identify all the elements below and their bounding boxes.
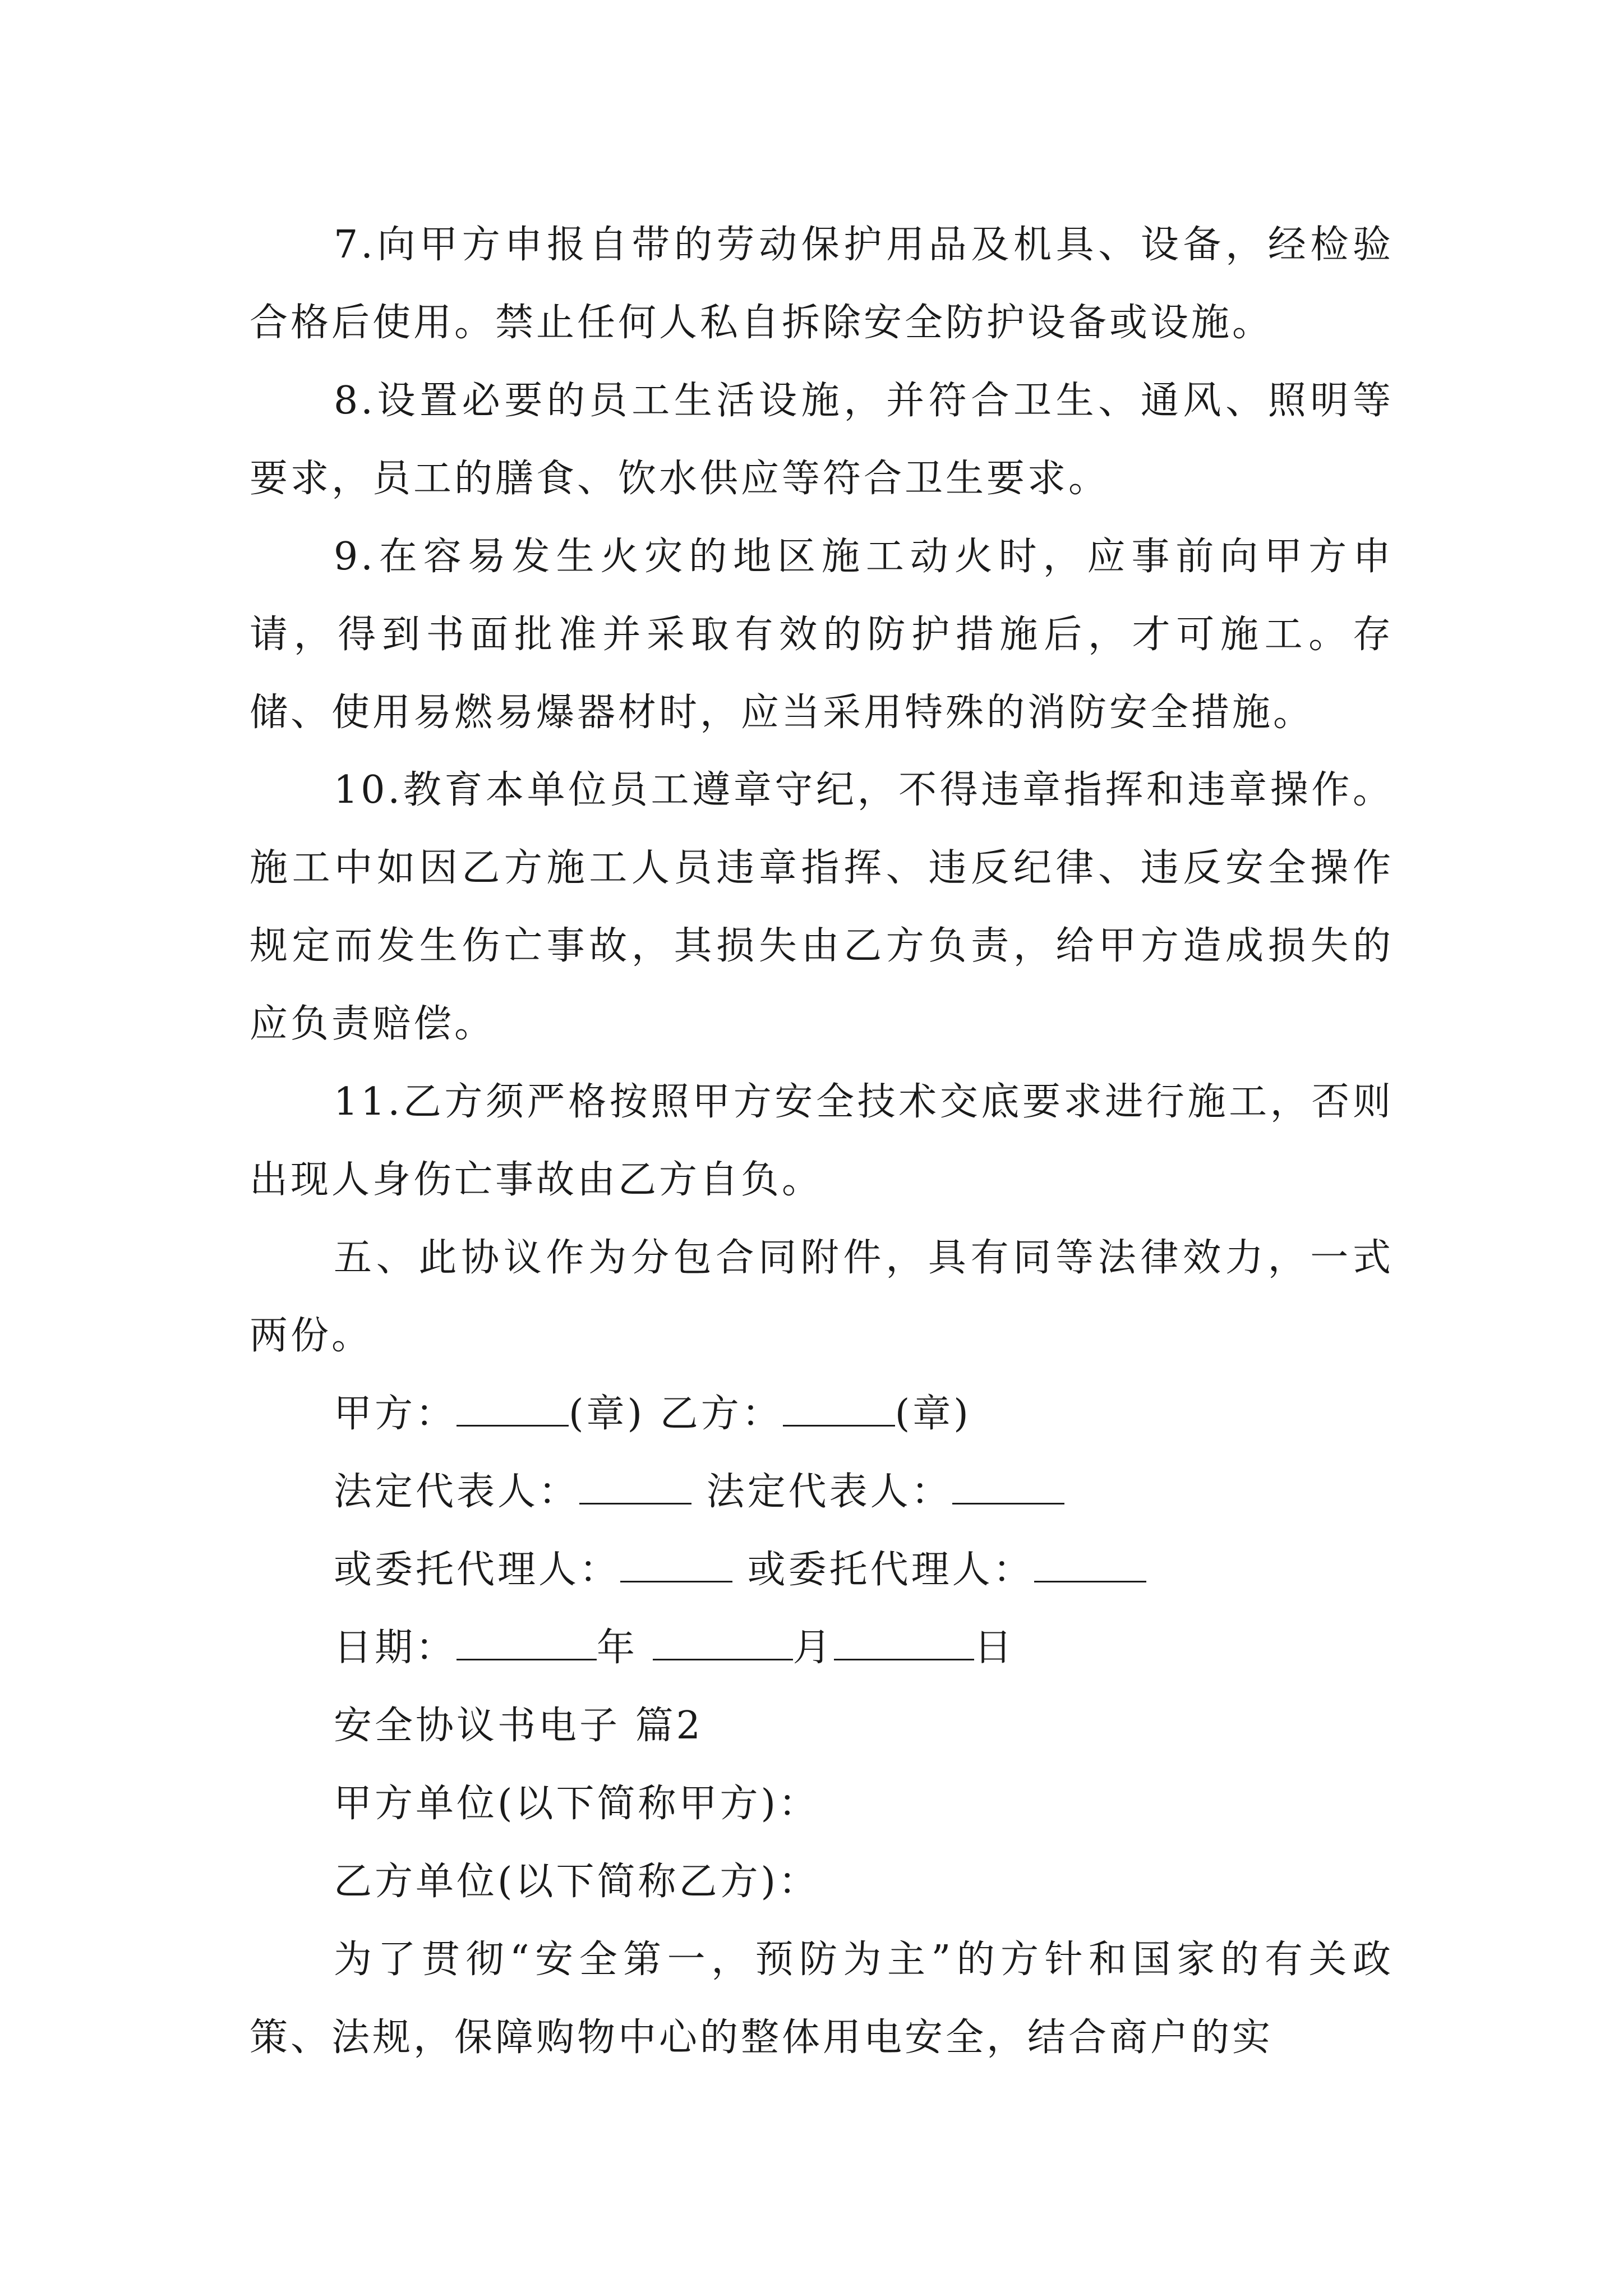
- signature-parties-line: [334, 1375, 971, 1453]
- year-blank: [457, 1628, 597, 1660]
- day-label: 日: [974, 1626, 1015, 1670]
- signature-legal-rep-line: [334, 1453, 1064, 1531]
- legal-rep-b-blank: [952, 1473, 1064, 1504]
- party-b-seal: (章): [895, 1392, 971, 1436]
- agent-b-blank: [1034, 1550, 1146, 1582]
- intro-paragraph: 为了贯彻“安全第一，预防为主”的方针和国家的有关政策、法规，保障购物中心的整体用电安全，结合商户的实: [250, 1938, 1394, 2060]
- day-blank: [834, 1628, 974, 1660]
- legal-rep-a-label: 法定代表人：: [334, 1470, 580, 1514]
- agent-a-label: 或委托代理人：: [334, 1548, 621, 1592]
- paragraph-item-11: 11.乙方须严格按照甲方安全技术交底要求进行施工，否则出现人身伤亡事故由乙方自负。: [250, 1080, 1394, 1202]
- party-a-seal: (章): [569, 1392, 645, 1436]
- legal-rep-b-label: 法定代表人：: [706, 1470, 952, 1514]
- signature-date-line: [334, 1609, 1015, 1687]
- agent-b-label: 或委托代理人：: [747, 1548, 1034, 1592]
- paragraph-section-five: 五、此协议作为分包合同附件，具有同等法律效力，一式两份。: [250, 1236, 1394, 1358]
- party-b-blank: [783, 1395, 895, 1427]
- month-blank: [653, 1628, 793, 1660]
- date-label: 日期：: [334, 1626, 457, 1670]
- year-label: 年: [597, 1626, 638, 1670]
- section-heading: 安全协议书电子 篇2: [334, 1704, 703, 1748]
- paragraph-item-7: 7.向甲方申报自带的劳动保护用品及机具、设备，经检验合格后使用。禁止任何人私自拆除安全防护设备或设施。: [250, 223, 1394, 345]
- party-a-blank: [457, 1395, 569, 1427]
- paragraph-item-8: 8.设置必要的员工生活设施，并符合卫生、通风、照明等要求，员工的膳食、饮水供应等符合卫生要求。: [250, 379, 1394, 501]
- month-label: 月: [792, 1626, 834, 1670]
- party-b-label: 乙方：: [660, 1392, 783, 1436]
- agent-a-blank: [620, 1550, 732, 1582]
- signature-agent-line: [334, 1531, 1146, 1609]
- paragraph-item-10: 10.教育本单位员工遵章守纪，不得违章指挥和违章操作。施工中如因乙方施工人员违章指挥、违反纪律、违反安全操作规定而发生伤亡事故，其损失由乙方负责，给甲方造成损失的应负责赔偿。: [250, 768, 1394, 1046]
- party-a-unit-line: 甲方单位(以下简称甲方)：: [334, 1782, 820, 1826]
- legal-rep-a-blank: [579, 1473, 691, 1504]
- paragraph-item-9: 9.在容易发生火灾的地区施工动火时，应事前向甲方申请，得到书面批准并采取有效的防护措施后，才可施工。存储、使用易燃易爆器材时，应当采用特殊的消防安全措施。: [250, 535, 1394, 735]
- party-a-label: 甲方：: [334, 1392, 457, 1436]
- party-b-unit-line: 乙方单位(以下简称乙方)：: [334, 1860, 820, 1904]
